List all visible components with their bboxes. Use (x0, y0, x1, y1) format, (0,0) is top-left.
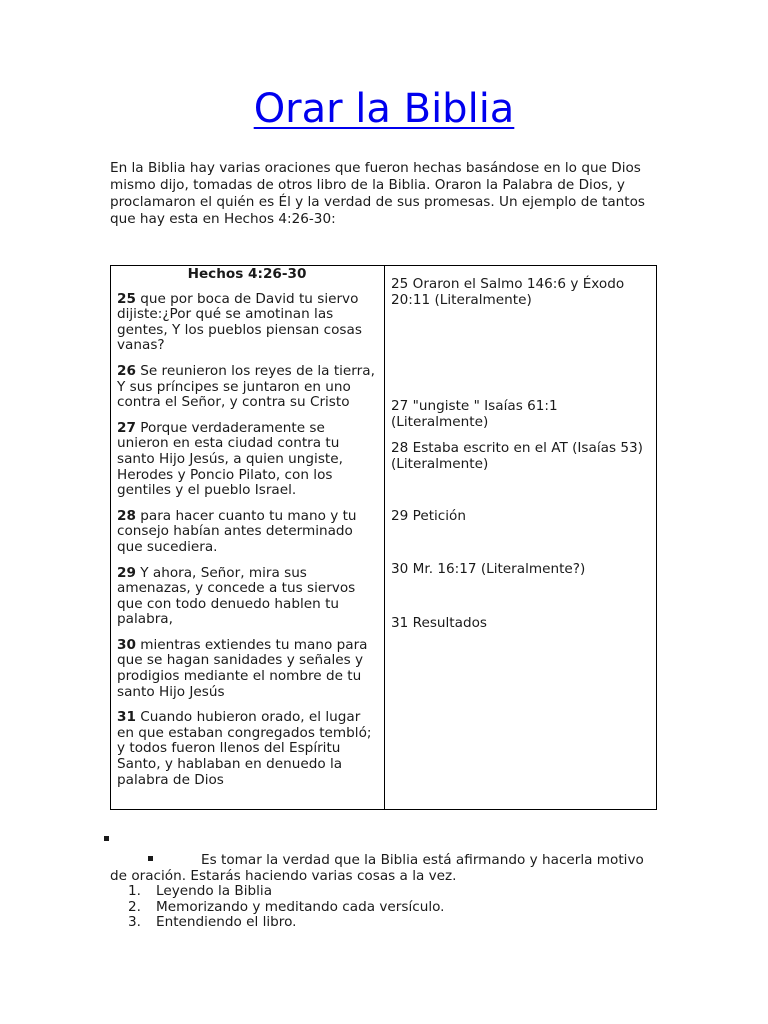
intro-paragraph: En la Biblia hay varias oraciones que fueron hechas basándose en lo que Dios mismo dijo, tomadas de otros libro de la Biblia. Oraron la Palabra de Dios, y proclamaron el quién es Él y la verdad de sus promesas. Un ejemplo de tantos que hay esta en Hechos 4:26-30: (110, 160, 646, 227)
bullet-text: Es tomar la verdad que la Biblia está afirmando y hacerla motivo de oración. Estarás haciendo varias cosas a la vez. (110, 852, 644, 884)
list-number: 1. (128, 883, 141, 899)
list-text: Entendiendo el libro. (156, 914, 297, 931)
verse-text: Se reunieron los reyes de la tierra, Y sus príncipes se juntaron en uno contra el Señor, y contra su Cristo (117, 362, 375, 411)
list-item (128, 915, 648, 931)
list-text: Leyendo la Biblia (156, 883, 273, 899)
bullet-paragraph (110, 852, 658, 884)
note-29: 29 Petición (391, 508, 466, 524)
verse-28 (117, 509, 377, 556)
verse-26 (117, 364, 377, 411)
verse-number: 29 (117, 564, 136, 581)
list-text: Memorizando y meditando cada versículo. (156, 898, 445, 915)
verse-number: 26 (117, 362, 136, 379)
verse-number: 31 (117, 709, 136, 726)
page-title[interactable]: Orar la Biblia (253, 86, 515, 132)
verse-text: Y ahora, Señor, mira sus amenazas, y concede a tus siervos que con todo denuedo hablen tu palabra, (117, 564, 356, 628)
numbered-list (128, 884, 648, 931)
note-25: 25 Oraron el Salmo 146:6 y Éxodo 20:11 (Literalmente) (391, 276, 625, 308)
verse-number: 25 (117, 290, 136, 307)
note-31: 31 Resultados (391, 615, 487, 631)
note-28: 28 Estaba escrito en el AT (Isaías 53) (Literalmente) (391, 440, 643, 472)
verse-text: Porque verdaderamente se unieron en esta ciudad contra tu santo Hijo Jesús, a quien ungiste, Herodes y Poncio Pilato, con los gentiles y el pueblo Israel. (117, 419, 343, 499)
verse-30 (117, 638, 377, 700)
list-number: 3. (128, 914, 141, 931)
verse-text: que por boca de David tu siervo dijiste:¿Por qué se amotinan las gentes, Y los pueblos piensan cosas vanas? (117, 290, 362, 354)
verse-number: 27 (117, 419, 136, 436)
verses-table (110, 265, 657, 810)
table-heading: Hechos 4:26-30 (187, 266, 307, 282)
verse-29 (117, 566, 377, 628)
verse-text: mientras extiendes tu mano para que se hagan sanidades y señales y prodigios mediante el nombre de tu santo Hijo Jesús (117, 636, 368, 700)
verse-27 (117, 421, 377, 499)
verse-text: Cuando hubieron orado, el lugar en que estaban congregados tembló; y todos fueron llenos del Espíritu Santo, y hablaban en denuedo la palabra de Dios (117, 709, 372, 788)
verse-31 (117, 710, 377, 788)
list-item (128, 900, 648, 916)
list-number: 2. (128, 898, 141, 915)
verse-text: para hacer cuanto tu mano y tu consejo habían antes determinado que sucediera. (117, 507, 357, 555)
verse-number: 30 (117, 636, 136, 653)
bullet-marker (104, 836, 109, 841)
verse-number: 28 (117, 507, 136, 524)
column-divider (384, 266, 385, 809)
note-30: 30 Mr. 16:17 (Literalmente?) (391, 561, 586, 577)
verse-25 (117, 292, 377, 354)
list-item (128, 884, 648, 900)
verses-column (117, 266, 377, 798)
square-bullet-icon (148, 856, 153, 861)
note-27: 27 "ungiste " Isaías 61:1 (Literalmente) (391, 398, 558, 430)
